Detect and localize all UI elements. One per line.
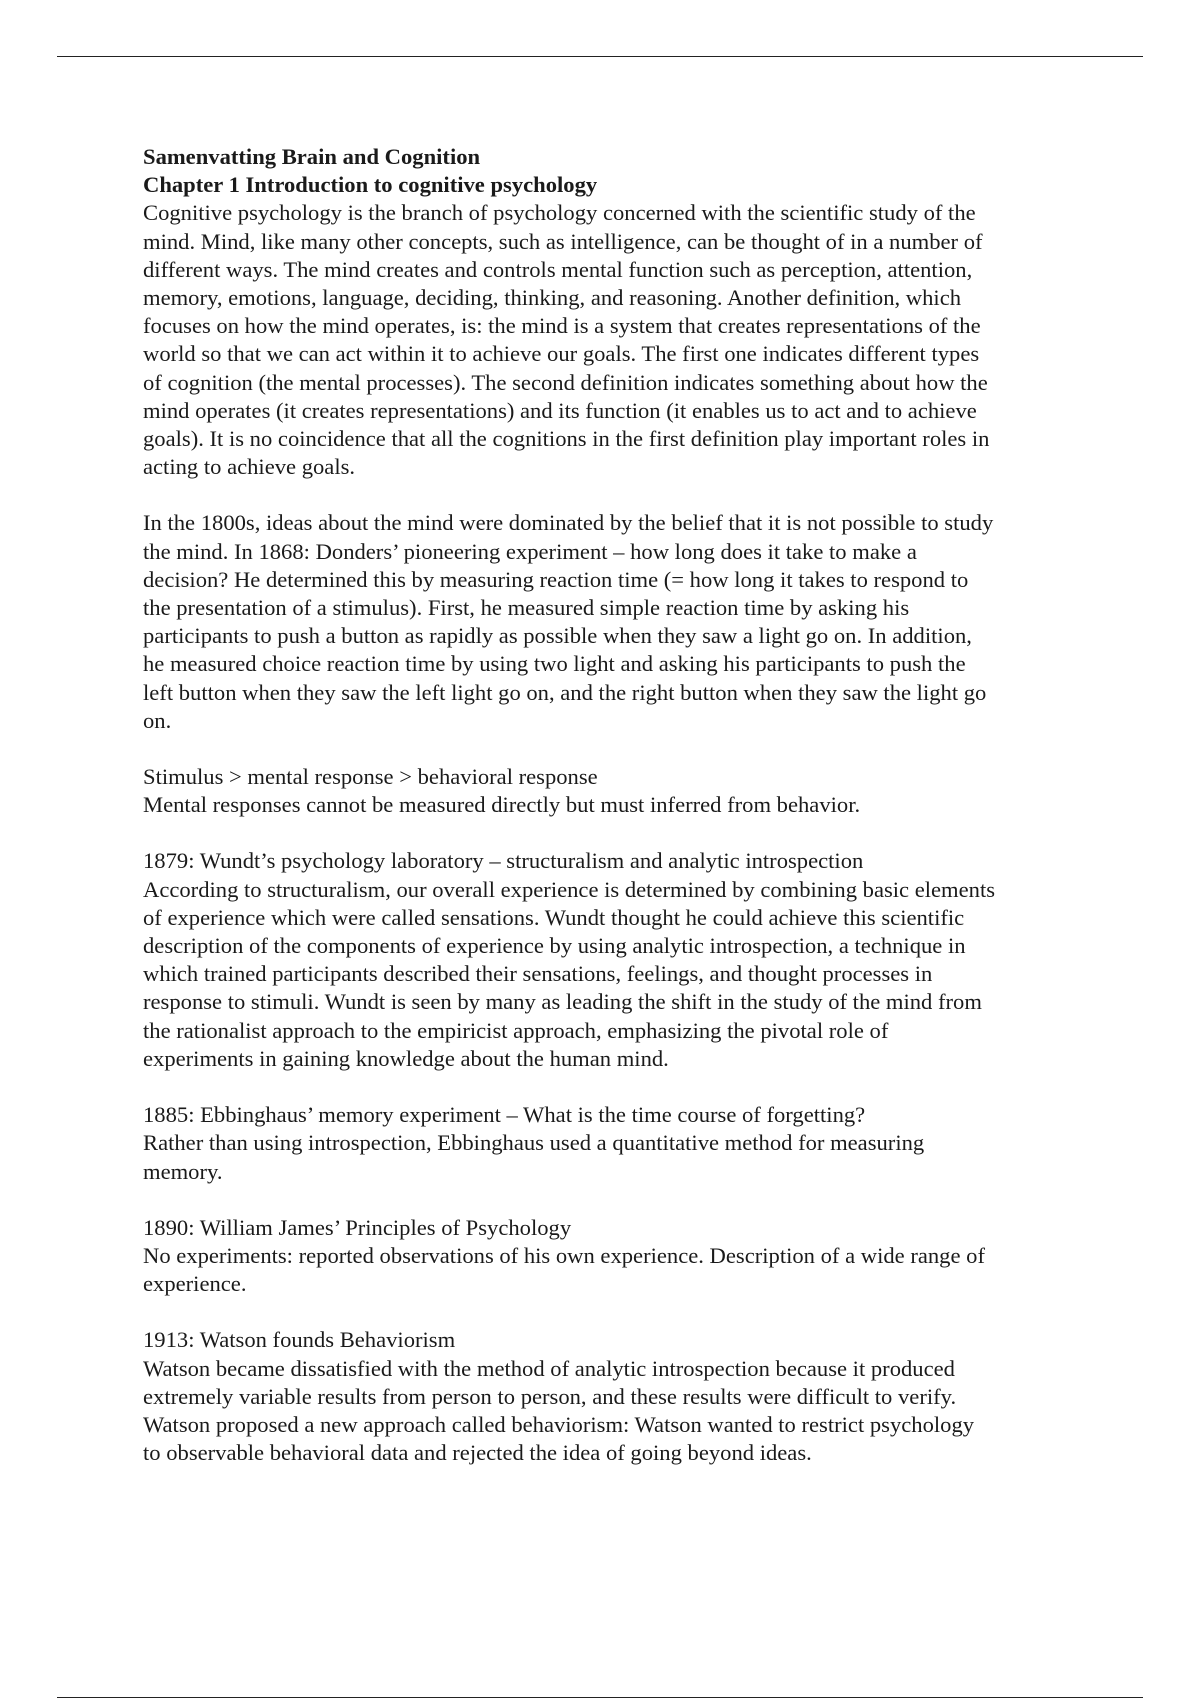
bottom-rule — [57, 1697, 1143, 1698]
text-line: of experience which were called sensations. Wundt thought he could achieve this scientific — [143, 904, 965, 930]
text-line: mind. Mind, like many other concepts, such as intelligence, can be thought of in a number of — [143, 228, 983, 254]
text-line: Mental responses cannot be measured directly but must inferred from behavior. — [143, 792, 861, 818]
text-line: the presentation of a stimulus). First, he measured simple reaction time by asking his — [143, 595, 910, 621]
text-line: Watson became dissatisfied with the method of analytic introspection because it produced — [143, 1355, 955, 1381]
text-line: No experiments: reported observations of his own experience. Description of a wide range of — [143, 1242, 985, 1268]
text-line: acting to achieve goals. — [143, 454, 356, 480]
text-line: left button when they saw the left light go on, and the right button when they saw the light go — [143, 679, 987, 705]
text-line: experiments in gaining knowledge about the human mind. — [143, 1045, 669, 1071]
text-line: mind operates (it creates representations) and its function (it enables us to act and to achieve — [143, 397, 977, 423]
text-line: he measured choice reaction time by using two light and asking his participants to push the — [143, 651, 966, 677]
paragraph — [143, 1214, 1073, 1299]
text-line: 1913: Watson founds Behaviorism — [143, 1327, 456, 1353]
paragraph — [143, 509, 1073, 735]
text-line: Stimulus > mental response > behavioral response — [143, 764, 598, 790]
text-line: the mind. In 1868: Donders’ pioneering experiment – how long does it take to make a — [143, 538, 917, 564]
text-line: memory, emotions, language, deciding, thinking, and reasoning. Another definition, which — [143, 285, 962, 311]
text-line: on. — [143, 707, 172, 733]
text-line: focuses on how the mind operates, is: the mind is a system that creates representations of the — [143, 313, 981, 339]
text-line: extremely variable results from person to person, and these results were difficult to verify. — [143, 1383, 957, 1409]
text-line: to observable behavioral data and rejected the idea of going beyond ideas. — [143, 1440, 812, 1466]
text-line: 1885: Ebbinghaus’ memory experiment – What is the time course of forgetting? — [143, 1102, 866, 1128]
paragraph-list — [143, 199, 1073, 1467]
text-line: According to structuralism, our overall experience is determined by combining basic elements — [143, 876, 996, 902]
text-line: Cognitive psychology is the branch of psychology concerned with the scientific study of the — [143, 200, 976, 226]
text-line: different ways. The mind creates and controls mental function such as perception, attention, — [143, 256, 973, 282]
text-line: description of the components of experience by using analytic introspection, a technique in — [143, 933, 966, 959]
text-line: memory. — [143, 1158, 223, 1184]
text-line: In the 1800s, ideas about the mind were dominated by the belief that it is not possible to study — [143, 510, 994, 536]
text-line: which trained participants described their sensations, feelings, and thought processes in — [143, 961, 933, 987]
text-line: world so that we can act within it to achieve our goals. The first one indicates different types — [143, 341, 980, 367]
text-line: of cognition (the mental processes). The second definition indicates something about how the — [143, 369, 988, 395]
text-line: goals). It is no coincidence that all the cognitions in the first definition play important roles in — [143, 426, 990, 452]
top-rule — [57, 56, 1143, 57]
text-line: 1879: Wundt’s psychology laboratory – structuralism and analytic introspection — [143, 848, 864, 874]
document-body — [143, 143, 1073, 1495]
chapter-heading: Chapter 1 Introduction to cognitive psychology — [143, 172, 598, 198]
paragraph — [143, 1101, 1073, 1186]
text-line: response to stimuli. Wundt is seen by many as leading the shift in the study of the mind from — [143, 989, 982, 1015]
paragraph — [143, 763, 1073, 819]
document-title: Samenvatting Brain and Cognition — [143, 144, 481, 169]
paragraph — [143, 199, 1073, 481]
text-line: the rationalist approach to the empiricist approach, emphasizing the pivotal role of — [143, 1017, 889, 1043]
text-line: decision? He determined this by measuring reaction time (= how long it takes to respond to — [143, 566, 969, 592]
text-line: Watson proposed a new approach called behaviorism: Watson wanted to restrict psychology — [143, 1411, 975, 1437]
text-line: participants to push a button as rapidly as possible when they saw a light go on. In addition, — [143, 623, 972, 649]
paragraph — [143, 847, 1073, 1073]
text-line: Rather than using introspection, Ebbinghaus used a quantitative method for measuring — [143, 1130, 925, 1156]
paragraph — [143, 1326, 1073, 1467]
text-line: experience. — [143, 1271, 247, 1297]
text-line: 1890: William James’ Principles of Psychology — [143, 1214, 572, 1240]
